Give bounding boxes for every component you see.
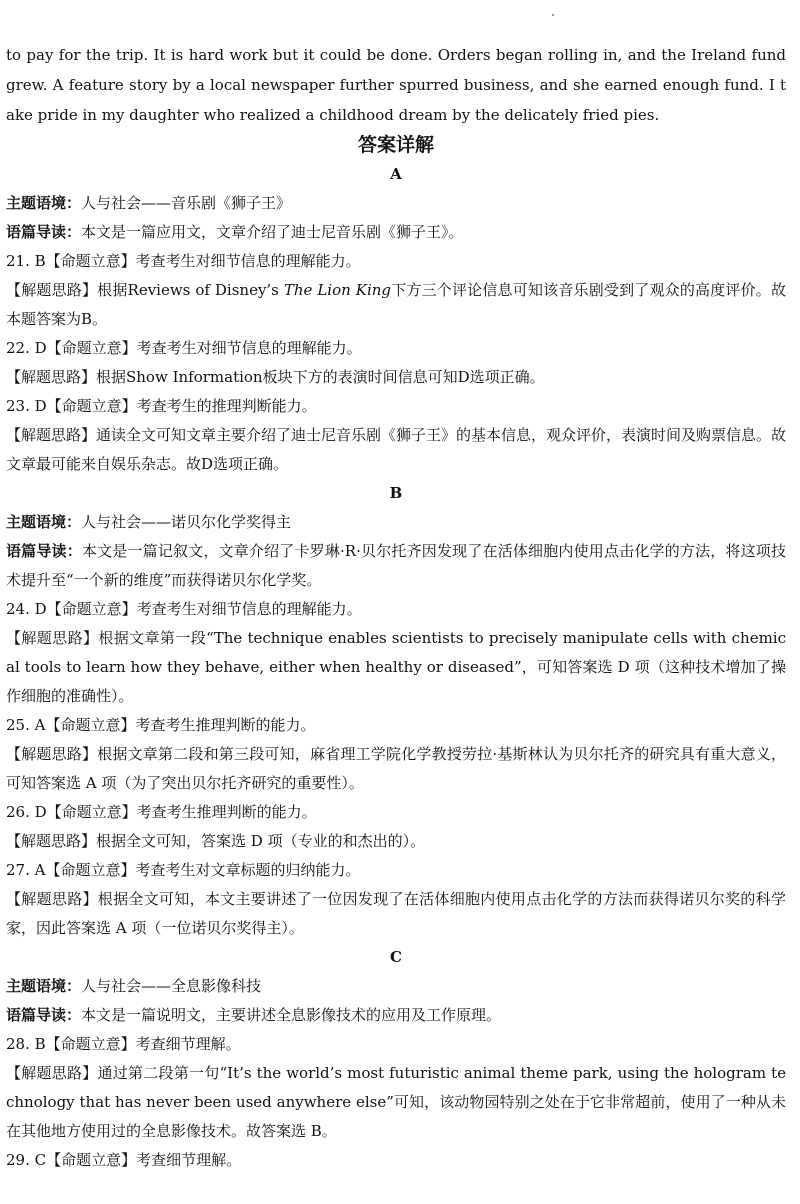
section-b-heading: B <box>389 484 403 502</box>
answer-26: 【解题思路】根据全文可知，答案选 D 项（专业的和杰出的）。 <box>6 832 426 850</box>
answer-25: 【解题思路】根据文章第二段和第三段可知，麻省理工学院化学教授劳拉·基斯林认为贝尔托齐的研究具有重大意义，可知答案选 A 项（为了突出贝尔托齐研究的重要性）。 <box>6 745 786 792</box>
theme-label: 主题语境： <box>6 194 82 212</box>
question-21: 21. B【命题立意】考查考生对细节信息的理解能力。 <box>6 252 361 270</box>
answer-21-post: 下方三个评论信息可知该音乐剧受到了观众的高度评价。故本题答案为B。 <box>6 281 786 328</box>
section-b-theme <box>6 508 786 537</box>
guide-label: 语篇导读： <box>6 1006 82 1024</box>
section-b-theme-text: 人与社会——诺贝尔化学奖得主 <box>81 513 292 531</box>
section-a-guide <box>6 218 786 247</box>
scan-dot <box>552 14 554 16</box>
answer-21-pre: 【解题思路】根据Reviews of Disney’s <box>6 281 284 299</box>
question-29: 29. C【命题立意】考查细节理解。 <box>6 1151 242 1169</box>
section-a-theme-text: 人与社会——音乐剧《狮子王》 <box>81 194 292 212</box>
answer-24: 【解题思路】根据文章第一段“The technique enables scientists to precisely manipulate cells with chemical tools to learn how they behave, either when healthy or diseased”，可知答案选 D 项（这种技术增加了操作细胞的准确性）。 <box>6 629 786 705</box>
section-a-guide-text: 本文是一篇应用文，文章介绍了迪士尼音乐剧《狮子王》。 <box>81 223 464 241</box>
question-28: 28. B【命题立意】考查细节理解。 <box>6 1035 241 1053</box>
section-b-guide-text: 本文是一篇记叙文，文章介绍了卡罗琳·R·贝尔托齐因发现了在活体细胞内使用点击化学的方法，将这项技术提升至“一个新的维度”而获得诺贝尔化学奖。 <box>6 542 786 589</box>
theme-label: 主题语境： <box>6 977 82 995</box>
section-c-theme-text: 人与社会——全息影像科技 <box>81 977 262 995</box>
section-a-theme <box>6 189 786 218</box>
page-title: 答案详解 <box>357 134 434 156</box>
passage-tail: to pay for the trip. It is hard work but it could be done. Orders began rolling in, and the Ireland fund grew. A feature story by a local newspaper further spurred business, and she earned enough fund. I take pride in my daughter who realized a childhood dream by the delicately fried pies. <box>6 46 786 124</box>
section-c-guide <box>6 1001 786 1030</box>
answer-21 <box>6 276 786 334</box>
guide-label: 语篇导读： <box>6 542 82 560</box>
answer-23: 【解题思路】通读全文可知文章主要介绍了迪士尼音乐剧《狮子王》的基本信息，观众评价，表演时间及购票信息。故文章最可能来自娱乐杂志。故D选项正确。 <box>6 426 787 473</box>
question-23: 23. D【命题立意】考查考生的推理判断能力。 <box>6 397 317 415</box>
answer-page <box>6 40 786 1175</box>
answer-28: 【解题思路】通过第二段第一句“It’s the world’s most futuristic animal theme park, using the hologram technology that has never been used anywhere else”可知，该动物园特别之处在于它非常超前，使用了一种从未在其他地方使用过的全息影像技术。故答案选 B。 <box>6 1064 786 1140</box>
answer-21-title: The Lion King <box>283 281 392 299</box>
question-25: 25. A【命题立意】考查考生推理判断的能力。 <box>6 716 316 734</box>
section-b-guide <box>6 537 786 595</box>
question-26: 26. D【命题立意】考查考生推理判断的能力。 <box>6 803 317 821</box>
section-c-guide-text: 本文是一篇说明文，主要讲述全息影像技术的应用及工作原理。 <box>81 1006 502 1024</box>
question-22: 22. D【命题立意】考查考生对细节信息的理解能力。 <box>6 339 362 357</box>
section-c-heading: C <box>390 948 402 966</box>
section-a-heading: A <box>390 165 402 183</box>
section-c-theme <box>6 972 786 1001</box>
theme-label: 主题语境： <box>6 513 82 531</box>
answer-22: 【解题思路】根据Show Information板块下方的表演时间信息可知D选项正确。 <box>6 368 545 386</box>
answer-27: 【解题思路】根据全文可知，本文主要讲述了一位因发现了在活体细胞内使用点击化学的方法而获得诺贝尔奖的科学家，因此答案选 A 项（一位诺贝尔奖得主）。 <box>6 890 786 937</box>
question-27: 27. A【命题立意】考查考生对文章标题的归纳能力。 <box>6 861 361 879</box>
question-24: 24. D【命题立意】考查考生对细节信息的理解能力。 <box>6 600 362 618</box>
guide-label: 语篇导读： <box>6 223 82 241</box>
